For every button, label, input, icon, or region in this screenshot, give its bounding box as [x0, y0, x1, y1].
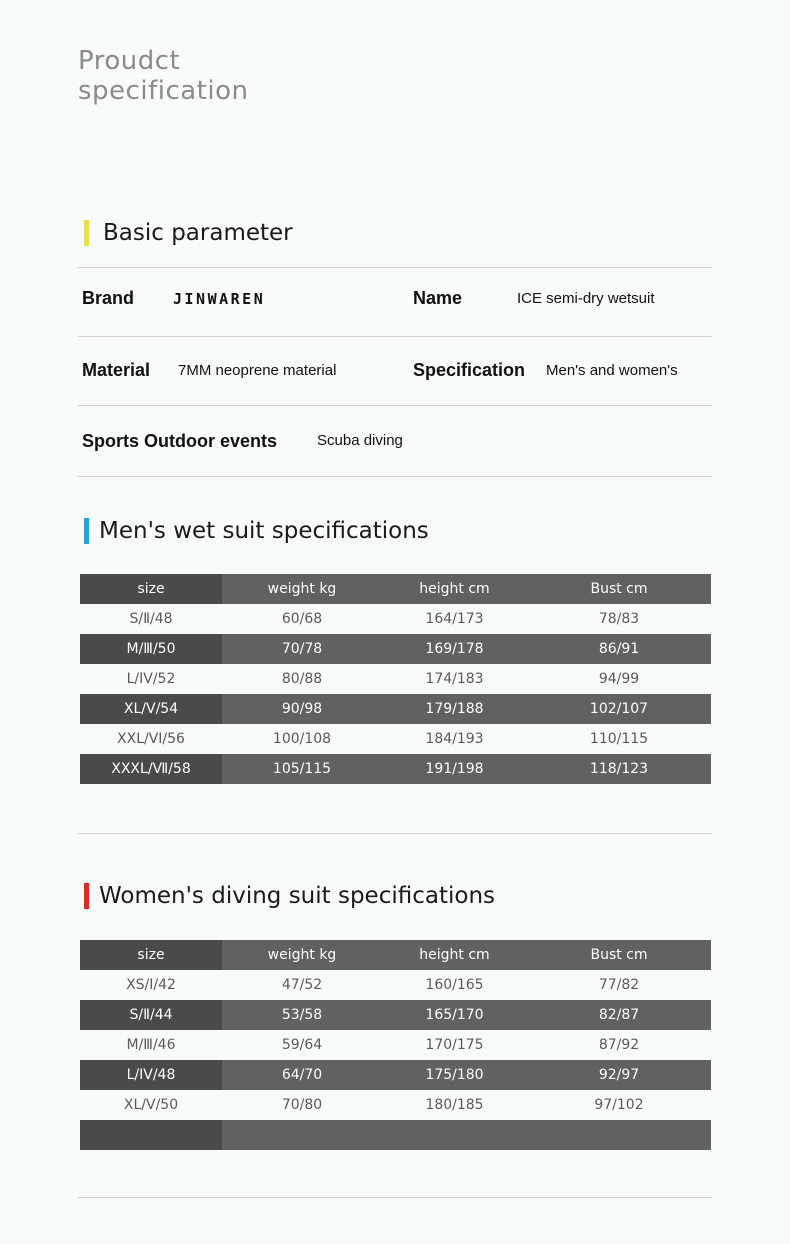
sports-value-wrap: [317, 432, 403, 449]
cell-bust: 94/99: [598, 671, 640, 687]
table-row: [80, 724, 711, 754]
table-header-row: [80, 574, 711, 604]
cell-size: XL/Ⅴ/50: [123, 1097, 179, 1113]
cell-height: 160/165: [425, 977, 484, 993]
basic-accent-bar: [84, 220, 89, 246]
header-size: size: [80, 574, 222, 604]
table-row: [80, 1060, 711, 1090]
specification-row: [413, 360, 525, 381]
cell-bust: 110/115: [589, 731, 649, 747]
header-weight: weight kg: [222, 574, 382, 604]
name-value: ICE semi-dry wetsuit: [517, 290, 655, 307]
cell-weight: 60/68: [281, 611, 323, 627]
divider: [78, 336, 712, 337]
specification-label: Specification: [413, 360, 526, 380]
basic-heading-label: Basic parameter: [103, 220, 293, 246]
material-label: Material: [82, 360, 151, 380]
cell-height: [382, 1120, 527, 1150]
cell-height: 180/185: [425, 1097, 484, 1113]
cell-bust: 97/102: [594, 1097, 644, 1113]
cell-height: 165/170: [382, 1000, 527, 1030]
cell-weight: [222, 1120, 382, 1150]
cell-weight: 70/80: [281, 1097, 323, 1113]
table-row: [80, 604, 711, 634]
divider: [78, 267, 712, 268]
cell-size: XL/Ⅴ/54: [80, 694, 222, 724]
cell-size: S/Ⅱ/44: [80, 1000, 222, 1030]
name-value-wrap: [517, 290, 655, 307]
material-value-wrap: [178, 362, 336, 379]
name-label: Name: [413, 288, 463, 308]
table-header-row: [80, 940, 711, 970]
cell-bust: 118/123: [527, 754, 711, 784]
material-row: [82, 360, 150, 381]
cell-weight: 90/98: [222, 694, 382, 724]
divider: [78, 405, 712, 406]
mens-size-table: [80, 574, 711, 784]
cell-size: [80, 1120, 222, 1150]
divider: [78, 476, 712, 477]
womens-heading-label: Women's diving suit specifications: [99, 883, 496, 909]
cell-height: 175/180: [382, 1060, 527, 1090]
table-row: [80, 664, 711, 694]
cell-weight: 53/58: [222, 1000, 382, 1030]
brand-logo-text: JINWAREN: [173, 290, 266, 308]
cell-size: L/IV/52: [126, 671, 176, 687]
header-weight: weight kg: [222, 940, 382, 970]
specification-value-wrap: [546, 362, 678, 379]
cell-bust: 87/92: [598, 1037, 640, 1053]
cell-height: 170/175: [425, 1037, 484, 1053]
table-row: [80, 1000, 711, 1030]
brand-label: Brand: [82, 288, 135, 308]
cell-size: XS/Ⅰ/42: [126, 977, 176, 993]
cell-weight: 59/64: [281, 1037, 323, 1053]
cell-bust: [527, 1120, 711, 1150]
womens-size-table: [80, 940, 711, 1150]
sports-label: Sports Outdoor events: [82, 431, 278, 451]
cell-height: 191/198: [382, 754, 527, 784]
sports-value: Scuba diving: [317, 432, 403, 449]
cell-bust: 92/97: [527, 1060, 711, 1090]
divider: [78, 833, 712, 834]
table-row: [80, 634, 711, 664]
cell-weight: 47/52: [281, 977, 323, 993]
cell-height: 174/183: [425, 671, 484, 687]
cell-bust: 86/91: [527, 634, 711, 664]
cell-size: L/IV/48: [80, 1060, 222, 1090]
cell-bust: 102/107: [527, 694, 711, 724]
mens-accent-bar: [84, 518, 89, 544]
name-row: [413, 288, 462, 309]
cell-height: 164/173: [425, 611, 484, 627]
cell-bust: 82/87: [527, 1000, 711, 1030]
cell-size: S/Ⅱ/48: [129, 611, 173, 627]
header-height: height cm: [382, 574, 527, 604]
cell-bust: 77/82: [598, 977, 640, 993]
cell-weight: 100/108: [272, 731, 332, 747]
table-row: [80, 754, 711, 784]
material-value: 7MM neoprene material: [178, 362, 337, 379]
table-row: [80, 1030, 711, 1060]
mens-heading: [84, 516, 429, 546]
womens-heading: [84, 881, 495, 911]
cell-height: 179/188: [382, 694, 527, 724]
basic-parameter-heading: [84, 218, 293, 248]
divider: [78, 1197, 712, 1198]
page-title: [78, 46, 248, 106]
cell-bust: 78/83: [598, 611, 640, 627]
cell-size: XXXL/Ⅶ/58: [80, 754, 222, 784]
mens-heading-label: Men's wet suit specifications: [99, 518, 429, 544]
table-row: [80, 1090, 711, 1120]
brand-row: [82, 288, 134, 309]
table-row: [80, 1120, 711, 1150]
header-height: height cm: [382, 940, 527, 970]
cell-weight: 80/88: [281, 671, 323, 687]
header-size: size: [80, 940, 222, 970]
page-title-line2: specification: [78, 76, 249, 106]
cell-size: M/Ⅲ/46: [126, 1037, 176, 1053]
brand-logo: [173, 287, 265, 311]
cell-weight: 105/115: [222, 754, 382, 784]
cell-size: M/Ⅲ/50: [80, 634, 222, 664]
womens-accent-bar: [84, 883, 89, 909]
table-row: [80, 694, 711, 724]
cell-size: XXL/VI/56: [117, 731, 185, 747]
cell-height: 184/193: [425, 731, 484, 747]
specification-value: Men's and women's: [546, 362, 678, 379]
sports-row: [82, 431, 277, 452]
table-row: [80, 970, 711, 1000]
cell-height: 169/178: [382, 634, 527, 664]
cell-weight: 70/78: [222, 634, 382, 664]
page-title-line1: Proudct: [78, 46, 181, 76]
header-bust: Bust cm: [527, 574, 711, 604]
header-bust: Bust cm: [527, 940, 711, 970]
cell-weight: 64/70: [222, 1060, 382, 1090]
